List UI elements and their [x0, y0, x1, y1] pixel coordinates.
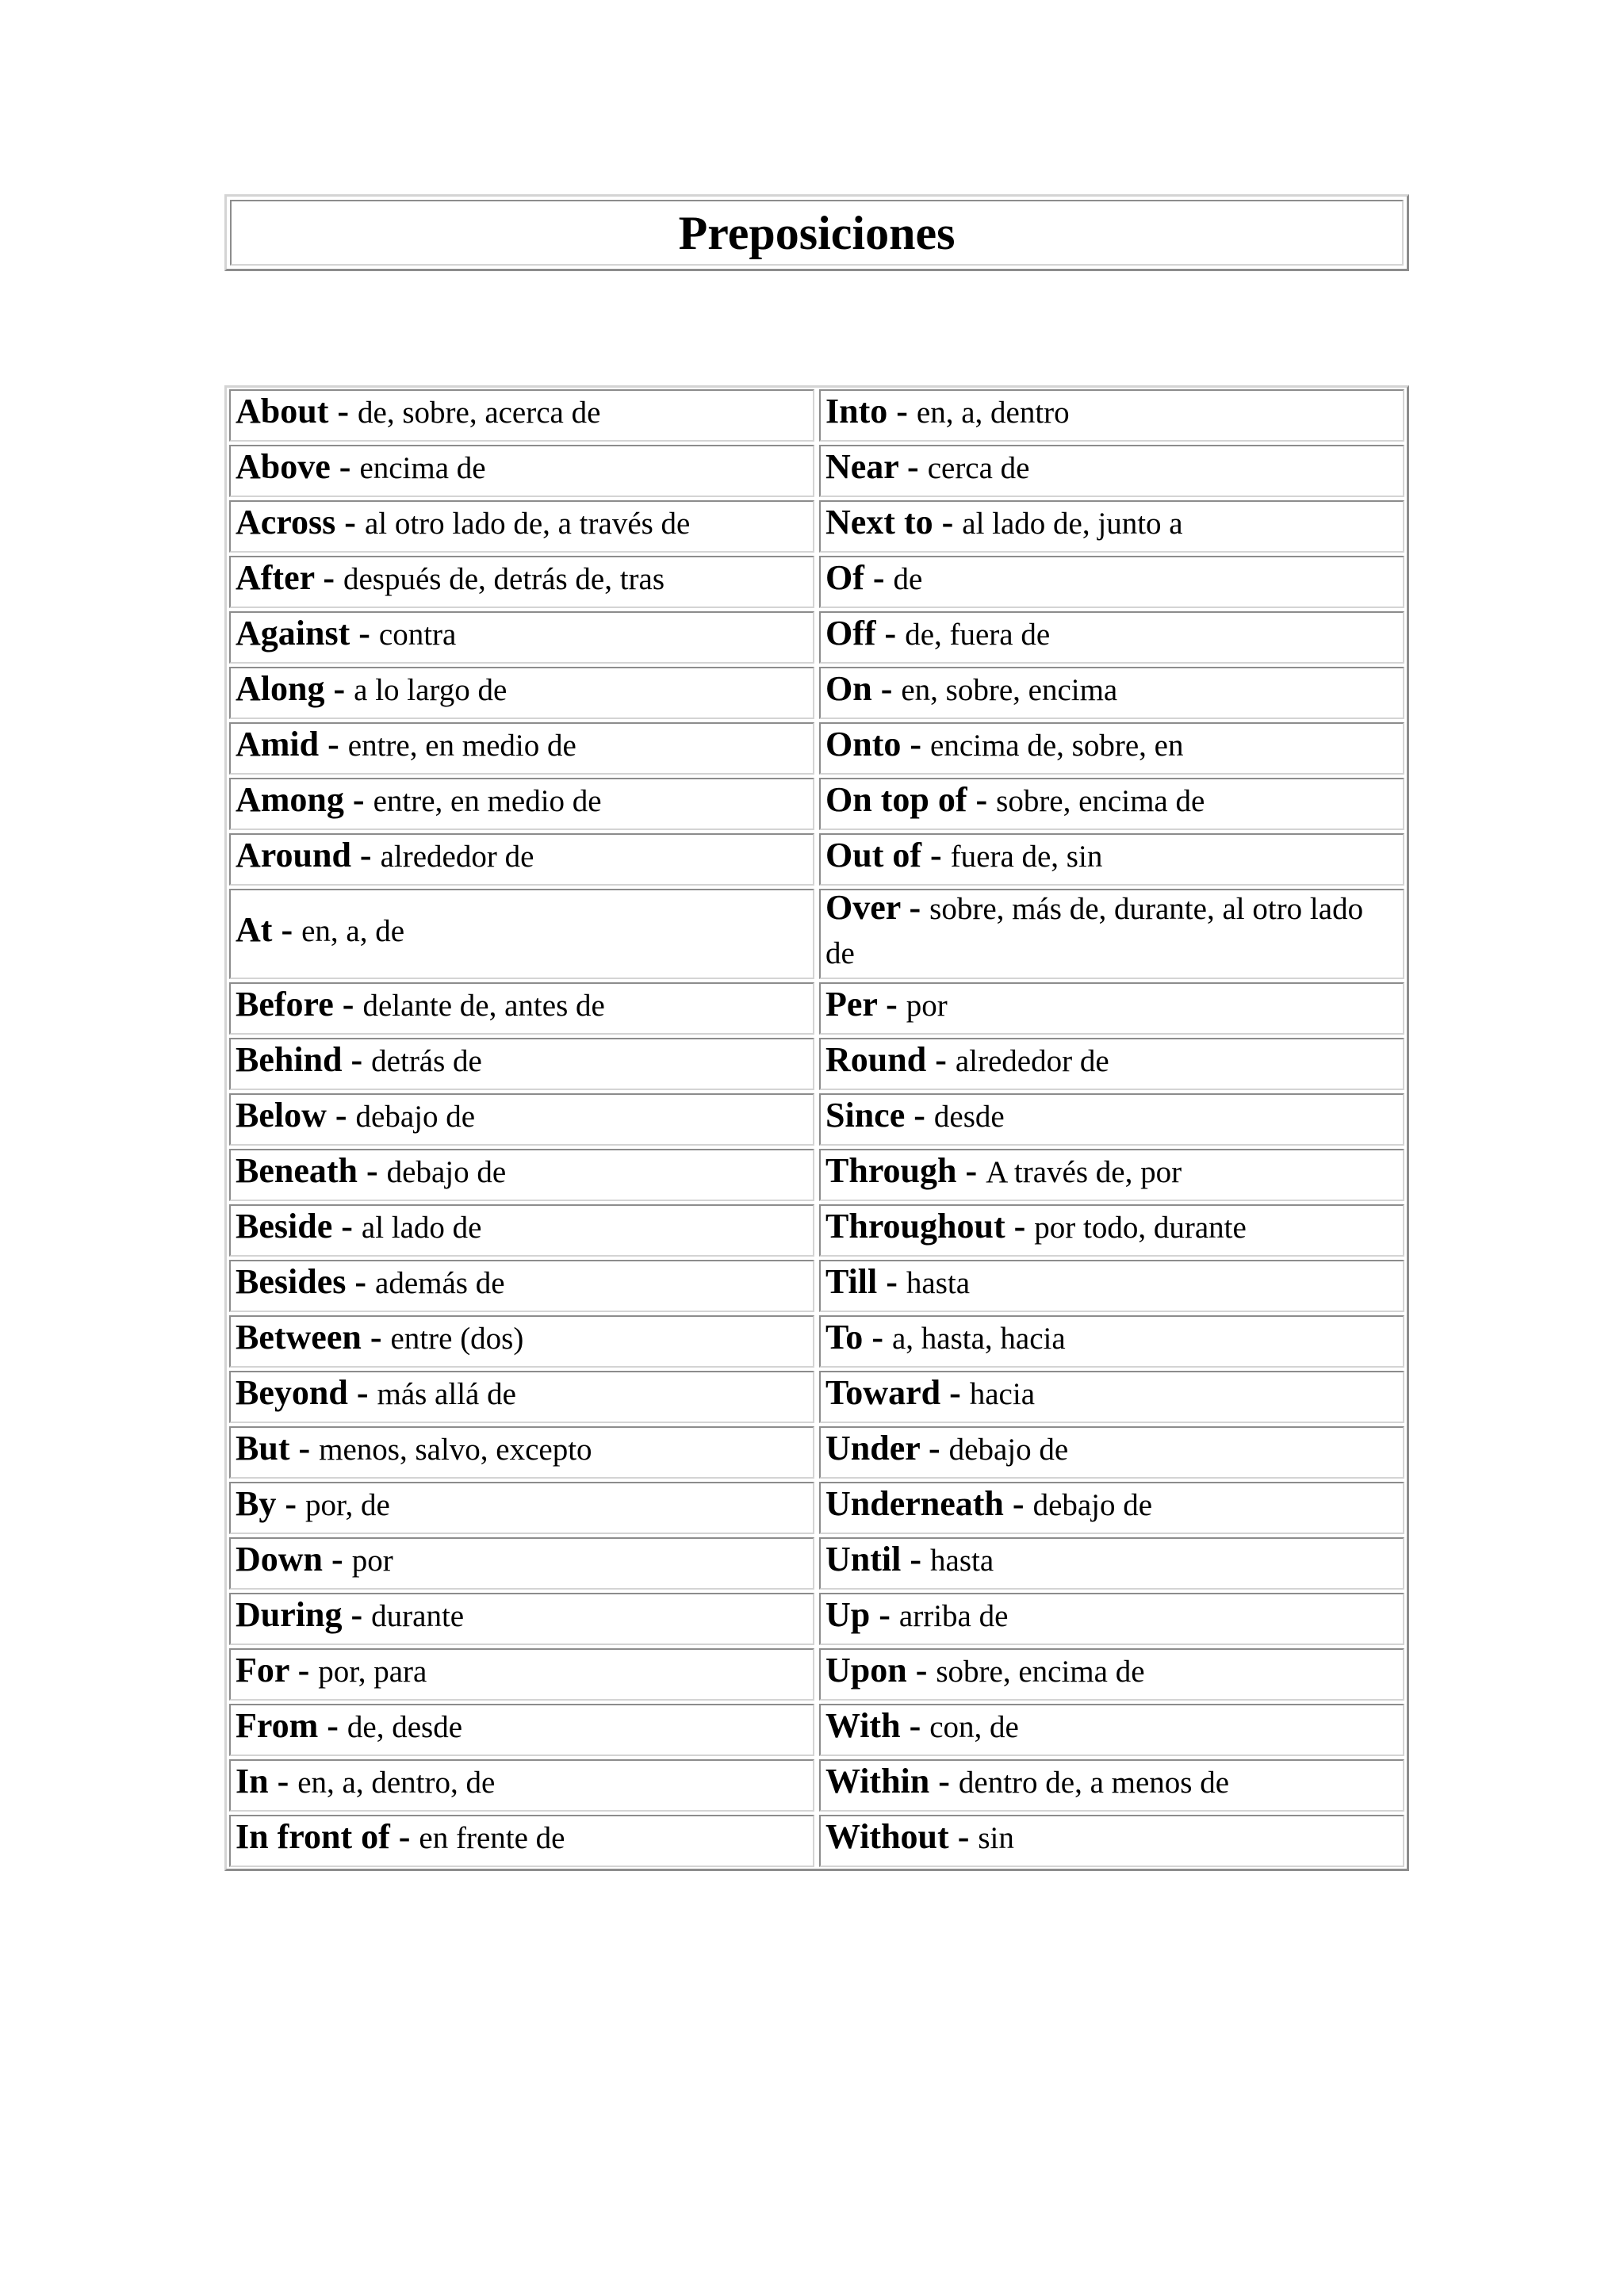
entry-text	[236, 448, 486, 494]
entry-text	[825, 1485, 1152, 1531]
table-cell-left	[229, 1149, 814, 1201]
term-separator: -	[906, 1651, 936, 1689]
term-separator: -	[901, 725, 931, 763]
preposition-term: Off	[825, 614, 876, 652]
term-separator: -	[967, 780, 997, 819]
spanish-meaning: de, desde	[347, 1710, 463, 1744]
preposition-term: Before	[236, 985, 334, 1024]
preposition-term: With	[825, 1706, 901, 1745]
entry-text	[236, 836, 534, 882]
spanish-meaning: detrás de	[371, 1044, 482, 1078]
entry-text	[236, 1707, 462, 1753]
spanish-meaning: en, a, dentro	[916, 396, 1070, 430]
term-separator: -	[919, 1429, 949, 1468]
entry-text	[825, 1318, 1066, 1364]
term-separator: -	[870, 1595, 899, 1634]
preposition-term: Around	[236, 836, 351, 874]
term-separator: -	[342, 1595, 372, 1634]
entry-text	[825, 614, 1050, 660]
preposition-term: Out of	[825, 836, 921, 874]
preposition-term: In	[236, 1762, 269, 1800]
preposition-term: Without	[825, 1817, 949, 1856]
table-cell-left	[229, 1537, 814, 1590]
entry-text	[236, 1818, 565, 1864]
term-separator: -	[358, 1151, 387, 1190]
spanish-meaning: a lo largo de	[354, 673, 508, 707]
term-separator: -	[956, 1151, 986, 1190]
entry-text	[236, 670, 507, 716]
table-cell-right	[819, 1149, 1404, 1201]
preposition-term: At	[236, 910, 273, 949]
preposition-term: Into	[825, 392, 888, 430]
entry-text	[825, 1041, 1109, 1087]
entry-text	[825, 1207, 1247, 1253]
entry-text	[236, 985, 605, 1031]
preposition-term: Since	[825, 1096, 906, 1135]
preposition-term: Round	[825, 1040, 927, 1079]
table-cell-right	[819, 982, 1404, 1035]
table-cell-right	[819, 1260, 1404, 1312]
table-cell-left	[229, 445, 814, 497]
preposition-term: Per	[825, 985, 878, 1024]
preposition-term: By	[236, 1484, 277, 1523]
entry-text	[825, 1762, 1229, 1808]
table-row	[229, 1815, 1404, 1867]
table-cell-left	[229, 1204, 814, 1257]
spanish-meaning: menos, salvo, excepto	[319, 1433, 592, 1467]
term-separator: -	[289, 1651, 319, 1689]
entry-text	[236, 1429, 592, 1475]
table-row	[229, 1482, 1404, 1534]
term-separator: -	[929, 1762, 959, 1800]
table-cell-right	[819, 611, 1404, 664]
table-row	[229, 1204, 1404, 1257]
preposition-term: Until	[825, 1540, 902, 1578]
entry-text	[236, 725, 576, 771]
table-row	[229, 1648, 1404, 1701]
term-separator: -	[389, 1817, 419, 1856]
spanish-meaning: por	[351, 1544, 393, 1578]
spanish-meaning: debajo de	[1032, 1488, 1153, 1522]
table-row	[229, 1038, 1404, 1090]
preposition-term: Between	[236, 1318, 362, 1357]
entry-text	[236, 1762, 495, 1808]
table-cell-left	[229, 1371, 814, 1423]
term-separator: -	[333, 985, 363, 1024]
table-cell-left	[229, 889, 814, 979]
table-row	[229, 778, 1404, 830]
term-separator: -	[900, 888, 930, 927]
table-cell-left	[229, 1759, 814, 1812]
table-row	[229, 1704, 1404, 1756]
entry-text	[236, 1540, 393, 1586]
preposition-term: On top of	[825, 780, 967, 819]
spanish-meaning: A través de, por	[986, 1155, 1182, 1189]
table-cell-right	[819, 778, 1404, 830]
entry-text	[236, 559, 665, 605]
preposition-term: Near	[825, 447, 899, 486]
entry-text	[825, 1096, 1005, 1142]
preposition-term: Down	[236, 1540, 324, 1578]
table-cell-right	[819, 1315, 1404, 1368]
spanish-meaning: sobre, encima de	[936, 1655, 1145, 1689]
preposition-term: Underneath	[825, 1484, 1004, 1523]
preposition-term: Beyond	[236, 1373, 348, 1412]
preposition-term: Beside	[236, 1207, 333, 1246]
table-cell-left	[229, 1038, 814, 1090]
term-separator: -	[1003, 1484, 1033, 1523]
spanish-meaning: hacia	[969, 1377, 1036, 1411]
entry-text	[825, 781, 1205, 827]
spanish-meaning: por todo, durante	[1034, 1211, 1247, 1245]
spanish-meaning: al otro lado de, a través de	[364, 507, 691, 541]
table-cell-right	[819, 500, 1404, 553]
spanish-meaning: al lado de	[361, 1211, 482, 1245]
title-cell	[230, 200, 1404, 266]
preposition-term: Besides	[236, 1262, 347, 1301]
page-title: Preposiciones	[678, 206, 956, 259]
prepositions-table	[224, 385, 1409, 1871]
term-separator: -	[272, 910, 302, 949]
term-separator: -	[901, 1540, 931, 1578]
term-separator: -	[933, 503, 963, 541]
table-row	[229, 500, 1404, 553]
preposition-term: For	[236, 1651, 289, 1689]
table-cell-left	[229, 667, 814, 719]
spanish-meaning: por	[906, 989, 948, 1023]
table-row	[229, 1537, 1404, 1590]
spanish-meaning: desde	[933, 1100, 1005, 1134]
spanish-meaning: arriba de	[898, 1599, 1009, 1633]
term-separator: -	[318, 1706, 347, 1745]
term-separator: -	[346, 1262, 376, 1301]
term-separator: -	[342, 1040, 372, 1079]
table-cell-left	[229, 1815, 814, 1867]
spanish-meaning: entre, en medio de	[347, 729, 576, 763]
entry-text	[236, 1485, 390, 1531]
entry-text	[825, 1707, 1019, 1753]
spanish-meaning: encima de, sobre, en	[930, 729, 1184, 763]
term-separator: -	[328, 392, 358, 430]
preposition-term: Onto	[825, 725, 902, 763]
spanish-meaning: además de	[375, 1266, 505, 1300]
table-cell-left	[229, 1093, 814, 1146]
table-cell-right	[819, 1204, 1404, 1257]
preposition-term: From	[236, 1706, 319, 1745]
table-row	[229, 1593, 1404, 1645]
term-separator: -	[887, 392, 917, 430]
term-separator: -	[323, 1540, 352, 1578]
table-cell-left	[229, 1593, 814, 1645]
table-cell-left	[229, 1482, 814, 1534]
spanish-meaning: cerca de	[927, 451, 1030, 485]
preposition-term: During	[236, 1595, 343, 1634]
table-cell-right	[819, 445, 1404, 497]
table-cell-left	[229, 611, 814, 664]
preposition-term: Throughout	[825, 1207, 1005, 1246]
preposition-term: About	[236, 392, 329, 430]
preposition-term: Amid	[236, 725, 320, 763]
entry-text	[236, 1041, 482, 1087]
preposition-term: Above	[236, 447, 331, 486]
table-row	[229, 889, 1404, 979]
table-cell-right	[819, 1482, 1404, 1534]
spanish-meaning: de, fuera de	[905, 618, 1051, 652]
spanish-meaning: fuera de, sin	[950, 840, 1103, 874]
preposition-term: Till	[825, 1262, 878, 1301]
table-cell-right	[819, 833, 1404, 886]
term-separator: -	[319, 725, 348, 763]
entry-text	[236, 1596, 464, 1642]
entry-text	[236, 1651, 427, 1697]
entry-text	[825, 1818, 1014, 1864]
spanish-meaning: al lado de, junto a	[962, 507, 1183, 541]
term-separator: -	[326, 1096, 356, 1135]
term-separator: -	[324, 669, 354, 708]
entry-text	[236, 911, 404, 957]
preposition-term: Behind	[236, 1040, 343, 1079]
preposition-term: On	[825, 669, 872, 708]
table-cell-left	[229, 556, 814, 608]
entry-text	[825, 889, 1398, 979]
entry-text	[236, 1096, 475, 1142]
table-cell-left	[229, 500, 814, 553]
spanish-meaning: de, sobre, acerca de	[358, 396, 601, 430]
preposition-term: Toward	[825, 1373, 941, 1412]
preposition-term: Beneath	[236, 1151, 358, 1190]
table-row	[229, 1315, 1404, 1368]
preposition-term: Among	[236, 780, 344, 819]
spanish-meaning: en, sobre, encima	[901, 673, 1118, 707]
entry-text	[236, 1374, 516, 1420]
table-row	[229, 389, 1404, 442]
table-cell-right	[819, 667, 1404, 719]
term-separator: -	[898, 447, 928, 486]
table-cell-right	[819, 1093, 1404, 1146]
entry-text	[825, 559, 922, 605]
table-cell-left	[229, 778, 814, 830]
term-separator: -	[863, 1318, 892, 1357]
term-separator: -	[350, 836, 381, 874]
preposition-term: Against	[236, 614, 350, 652]
spanish-meaning: debajo de	[386, 1155, 507, 1189]
preposition-term: Below	[236, 1096, 327, 1135]
spanish-meaning: durante	[371, 1599, 465, 1633]
spanish-meaning: sobre, más de, durante, al otro lado de	[825, 892, 1364, 970]
table-cell-left	[229, 833, 814, 886]
table-row	[229, 833, 1404, 886]
table-cell-left	[229, 389, 814, 442]
spanish-meaning: hasta	[930, 1544, 994, 1578]
preposition-term: Within	[825, 1762, 930, 1800]
table-cell-left	[229, 1315, 814, 1368]
table-cell-left	[229, 1648, 814, 1701]
preposition-term: Along	[236, 669, 325, 708]
table-row	[229, 556, 1404, 608]
term-separator: -	[268, 1762, 298, 1800]
preposition-term: Upon	[825, 1651, 907, 1689]
entry-text	[236, 1318, 523, 1364]
spanish-meaning: a, hasta, hacia	[891, 1322, 1066, 1356]
preposition-term: Across	[236, 503, 336, 541]
table-row	[229, 1260, 1404, 1312]
term-separator: -	[343, 780, 373, 819]
table-row	[229, 722, 1404, 775]
table-cell-right	[819, 1371, 1404, 1423]
entry-text	[825, 1429, 1068, 1475]
table-cell-right	[819, 1038, 1404, 1090]
term-separator: -	[864, 558, 894, 597]
entry-text	[236, 1152, 506, 1198]
title-box	[224, 194, 1409, 271]
entry-text	[236, 1263, 505, 1309]
term-separator: -	[871, 669, 902, 708]
table-cell-right	[819, 722, 1404, 775]
entry-text	[825, 670, 1117, 716]
term-separator: -	[875, 614, 906, 652]
spanish-meaning: en, a, dentro, de	[297, 1766, 496, 1800]
spanish-meaning: en, a, de	[301, 914, 405, 948]
term-separator: -	[276, 1484, 306, 1523]
term-separator: -	[926, 1040, 956, 1079]
term-separator: -	[350, 614, 379, 652]
table-row	[229, 1149, 1404, 1201]
term-separator: -	[948, 1817, 979, 1856]
term-separator: -	[940, 1373, 970, 1412]
term-separator: -	[361, 1318, 391, 1357]
table-row	[229, 1426, 1404, 1479]
entry-text	[825, 985, 948, 1031]
preposition-term: Up	[825, 1595, 871, 1634]
entry-text	[825, 725, 1183, 771]
table-row	[229, 1371, 1404, 1423]
entry-text	[236, 392, 600, 438]
spanish-meaning: por, de	[305, 1488, 390, 1522]
term-separator: -	[877, 1262, 906, 1301]
entry-text	[825, 392, 1070, 438]
spanish-meaning: delante de, antes de	[362, 989, 605, 1023]
term-separator: -	[330, 447, 360, 486]
term-separator: -	[1005, 1207, 1035, 1246]
table-cell-right	[819, 889, 1404, 979]
table-row	[229, 611, 1404, 664]
table-row	[229, 667, 1404, 719]
term-separator: -	[921, 836, 951, 874]
entry-text	[236, 614, 456, 660]
spanish-meaning: debajo de	[355, 1100, 476, 1134]
term-separator: -	[905, 1096, 934, 1135]
spanish-meaning: sin	[978, 1821, 1014, 1855]
table-row	[229, 982, 1404, 1035]
table-cell-left	[229, 722, 814, 775]
spanish-meaning: sobre, encima de	[996, 784, 1205, 818]
term-separator: -	[347, 1373, 377, 1412]
table-cell-right	[819, 1593, 1404, 1645]
table-cell-left	[229, 1426, 814, 1479]
spanish-meaning: contra	[378, 618, 457, 652]
preposition-term: Of	[825, 558, 864, 597]
preposition-term: In front of	[236, 1817, 390, 1856]
spanish-meaning: después de, detrás de, tras	[343, 562, 665, 596]
preposition-term: To	[825, 1318, 864, 1357]
table-cell-left	[229, 1260, 814, 1312]
table-row	[229, 445, 1404, 497]
spanish-meaning: de	[893, 562, 923, 596]
spanish-meaning: hasta	[906, 1266, 971, 1300]
spanish-meaning: entre, en medio de	[373, 784, 602, 818]
spanish-meaning: alrededor de	[955, 1044, 1109, 1078]
entry-text	[825, 503, 1183, 549]
term-separator: -	[335, 503, 365, 541]
table-cell-right	[819, 1648, 1404, 1701]
entry-text	[236, 1207, 482, 1253]
term-separator: -	[289, 1429, 320, 1468]
table-cell-right	[819, 389, 1404, 442]
table-cell-right	[819, 556, 1404, 608]
term-separator: -	[877, 985, 906, 1024]
table-row	[229, 1093, 1404, 1146]
term-separator: -	[314, 558, 343, 597]
preposition-term: Over	[825, 888, 901, 927]
table-cell-right	[819, 1704, 1404, 1756]
preposition-term: Next to	[825, 503, 933, 541]
spanish-meaning: por, para	[318, 1655, 427, 1689]
spanish-meaning: entre (dos)	[390, 1322, 524, 1356]
table-cell-right	[819, 1537, 1404, 1590]
entry-text	[825, 1540, 994, 1586]
entry-text	[825, 448, 1030, 494]
table-row	[229, 1759, 1404, 1812]
preposition-term: Under	[825, 1429, 920, 1468]
spanish-meaning: alrededor de	[380, 840, 534, 874]
spanish-meaning: en frente de	[419, 1821, 565, 1855]
spanish-meaning: debajo de	[948, 1433, 1069, 1467]
table-cell-right	[819, 1759, 1404, 1812]
table-cell-left	[229, 982, 814, 1035]
entry-text	[825, 1374, 1035, 1420]
spanish-meaning: con, de	[929, 1710, 1019, 1744]
entry-text	[825, 1651, 1145, 1697]
entry-text	[825, 1596, 1008, 1642]
spanish-meaning: más allá de	[377, 1377, 516, 1411]
entry-text	[236, 781, 602, 827]
preposition-term: Through	[825, 1151, 957, 1190]
entry-text	[825, 836, 1102, 882]
preposition-term: After	[236, 558, 315, 597]
preposition-term: But	[236, 1429, 290, 1468]
entry-text	[825, 1263, 970, 1309]
spanish-meaning: dentro de, a menos de	[958, 1766, 1230, 1800]
term-separator: -	[332, 1207, 362, 1246]
table-cell-right	[819, 1426, 1404, 1479]
entry-text	[825, 1152, 1182, 1198]
table-cell-right	[819, 1815, 1404, 1867]
spanish-meaning: encima de	[359, 451, 486, 485]
term-separator: -	[900, 1706, 930, 1745]
table-cell-left	[229, 1704, 814, 1756]
entry-text	[236, 503, 690, 549]
